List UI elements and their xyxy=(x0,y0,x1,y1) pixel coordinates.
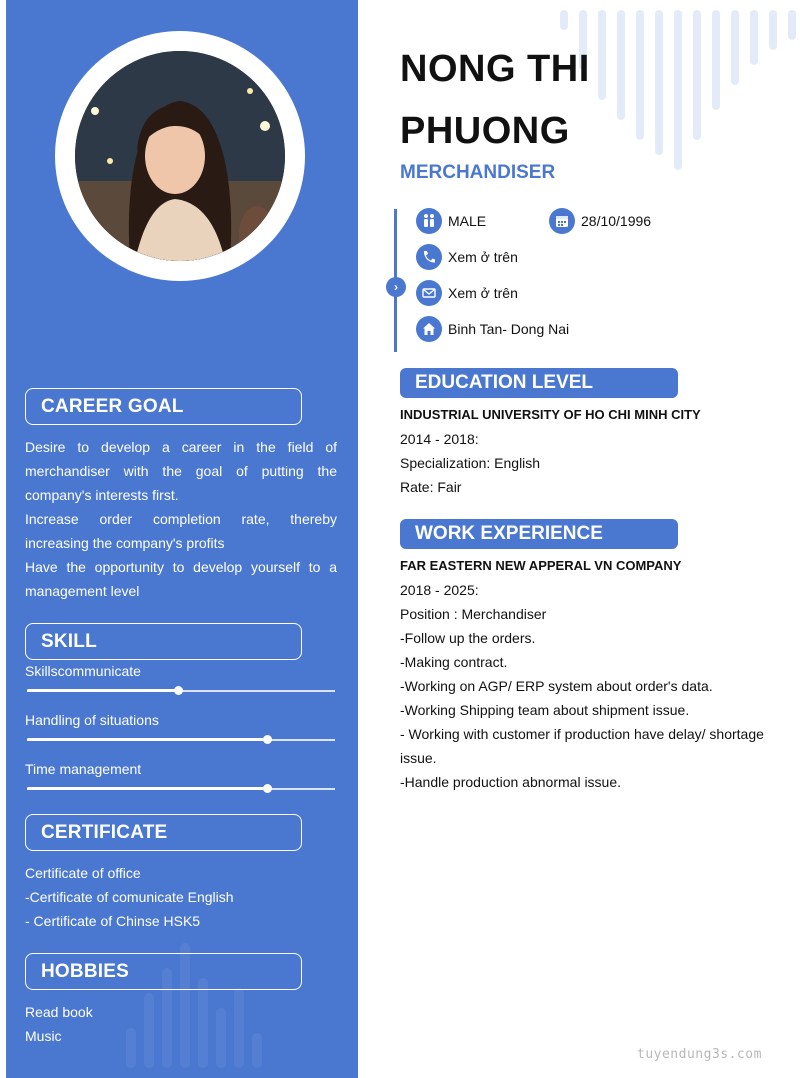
work-duty: -Handle production abnormal issue. xyxy=(400,774,622,790)
hobbies-heading: HOBBIES xyxy=(25,953,302,990)
work-position: Position : Merchandiser xyxy=(400,606,547,622)
skill-bar-knob xyxy=(263,784,272,793)
work-details xyxy=(400,554,780,794)
gender-value: MALE xyxy=(448,213,487,229)
company-name: FAR EASTERN NEW APPERAL VN COMPANY xyxy=(400,558,682,573)
skill-label: Handling of situations xyxy=(25,712,159,728)
certificate-item: -Certificate of comunicate English xyxy=(25,889,234,905)
certificate-list xyxy=(25,861,337,933)
education-specialization: Specialization: English xyxy=(400,455,541,471)
education-heading: EDUCATION LEVEL xyxy=(400,368,678,398)
contact-birthday xyxy=(549,208,651,234)
skill-heading: SKILL xyxy=(25,623,302,660)
home-icon xyxy=(416,316,442,342)
work-duty: -Working Shipping team about shipment issue. xyxy=(400,702,690,718)
work-duty: - Working with customer if production have delay/ shortage issue. xyxy=(400,726,764,766)
skill-bar-knob xyxy=(263,735,272,744)
avatar xyxy=(75,51,285,261)
school-name: INDUSTRIAL UNIVERSITY OF HO CHI MINH CITY xyxy=(400,407,701,422)
address-value: Binh Tan- Dong Nai xyxy=(448,321,570,337)
skill-item xyxy=(25,663,337,679)
career-goal-paragraph: Increase order completion rate, thereby increasing the company's profits xyxy=(25,511,337,551)
work-period: 2018 - 2025: xyxy=(400,582,479,598)
education-period: 2014 - 2018: xyxy=(400,431,479,447)
phone-value: Xem ở trên xyxy=(448,249,518,265)
work-duty: -Working on AGP/ ERP system about order's data. xyxy=(400,678,713,694)
certificate-item: Certificate of office xyxy=(25,865,141,881)
hobbies-list xyxy=(25,1000,337,1048)
hobby-item: Read book xyxy=(25,1004,93,1020)
career-goal-text xyxy=(25,435,337,603)
phone-icon xyxy=(416,244,442,270)
skill-item xyxy=(25,761,337,777)
work-heading: WORK EXPERIENCE xyxy=(400,519,678,549)
contact-address xyxy=(416,316,569,342)
candidate-name xyxy=(400,38,590,162)
skill-label: Skillscommunicate xyxy=(25,663,141,679)
contact-phone xyxy=(416,244,518,270)
avatar-frame xyxy=(55,31,305,281)
education-details xyxy=(400,403,780,499)
career-goal-paragraph: Desire to develop a career in the field of merchandiser with the goal of putting the company's interests first. xyxy=(25,439,337,503)
skill-label: Time management xyxy=(25,761,142,777)
watermark: tuyendung3s.com xyxy=(637,1047,762,1062)
mail-icon xyxy=(416,280,442,306)
skill-bar-fill xyxy=(27,689,178,692)
certificate-item: - Certificate of Chinse HSK5 xyxy=(25,913,201,929)
name-line: PHUONG xyxy=(400,110,570,152)
work-duty: -Making contract. xyxy=(400,654,508,670)
contact-email xyxy=(416,280,518,306)
career-goal-heading: CAREER GOAL xyxy=(25,388,302,425)
skill-bar-knob xyxy=(174,686,183,695)
name-line: NONG THI xyxy=(400,48,590,90)
skill-bar-fill xyxy=(27,787,267,790)
certificate-heading: CERTIFICATE xyxy=(25,814,302,851)
sidebar xyxy=(6,0,358,1078)
chevron-right-icon: › xyxy=(386,277,406,297)
gender-icon xyxy=(416,208,442,234)
contact-gender xyxy=(416,208,486,234)
skill-bar-fill xyxy=(27,738,267,741)
email-value: Xem ở trên xyxy=(448,285,518,301)
hobby-item: Music xyxy=(25,1028,62,1044)
header-decoration xyxy=(560,10,800,170)
calendar-icon xyxy=(549,208,575,234)
work-duty: -Follow up the orders. xyxy=(400,630,536,646)
birthday-value: 28/10/1996 xyxy=(581,213,652,229)
education-rate: Rate: Fair xyxy=(400,479,462,495)
job-title: MERCHANDISER xyxy=(400,162,556,183)
career-goal-paragraph: Have the opportunity to develop yourself to a management level xyxy=(25,559,337,599)
skill-item xyxy=(25,712,337,728)
